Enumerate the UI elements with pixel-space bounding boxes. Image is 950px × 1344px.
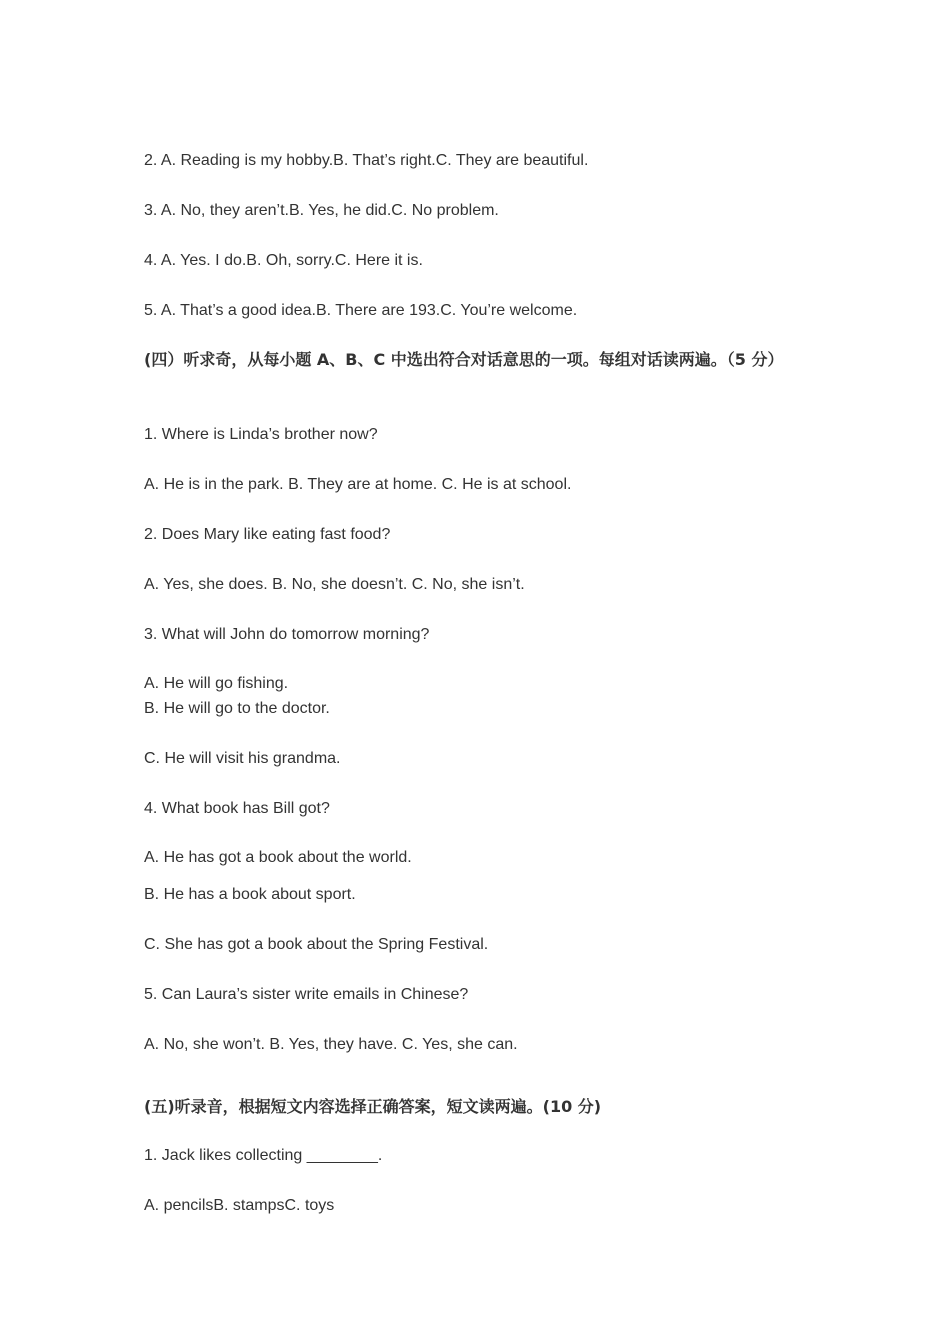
section4-question-2: 2. Does Mary like eating fast food? xyxy=(144,526,391,543)
section4-question-3-option-c: C. He will visit his grandma. xyxy=(144,750,341,767)
section4-question-1: 1. Where is Linda’s brother now? xyxy=(144,426,378,443)
section4-question-4-option-b: B. He has a book about sport. xyxy=(144,886,356,903)
section4-question-5: 5. Can Laura’s sister write emails in Chinese? xyxy=(144,986,469,1003)
section5-question-1-options: A. pencilsB. stampsC. toys xyxy=(144,1197,335,1214)
section3-item-5: 5. A. That’s a good idea.B. There are 193.C. You’re welcome. xyxy=(144,302,578,319)
section3-item-4: 4. A. Yes. I do.B. Oh, sorry.C. Here it is. xyxy=(144,252,423,269)
section3-item-2: 2. A. Reading is my hobby.B. That’s right.C. They are beautiful. xyxy=(144,152,589,169)
section4-question-5-options: A. No, she won’t. B. Yes, they have. C. Yes, she can. xyxy=(144,1036,518,1053)
section5-question-1: 1. Jack likes collecting ________. xyxy=(144,1147,383,1164)
section4-question-3-option-b: B. He will go to the doctor. xyxy=(144,700,330,717)
section3-item-3: 3. A. No, they aren’t.B. Yes, he did.C. No problem. xyxy=(144,202,499,219)
section5-heading: (五)听录音，根据短文内容选择正确答案，短文读两遍。(10 分) xyxy=(144,1097,602,1116)
section4-question-3: 3. What will John do tomorrow morning? xyxy=(144,626,430,643)
section4-question-4: 4. What book has Bill got? xyxy=(144,800,330,817)
section4-question-4-option-c: C. She has got a book about the Spring Festival. xyxy=(144,936,489,953)
section4-heading: (四）听求奇，从每小题 A、B、C 中选出符合对话意思的一项。每组对话读两遍。（5 分） xyxy=(144,350,784,369)
section4-question-3-option-a: A. He will go fishing. xyxy=(144,675,289,692)
section4-question-4-option-a: A. He has got a book about the world. xyxy=(144,849,412,866)
section4-question-1-options: A. He is in the park. B. They are at home. C. He is at school. xyxy=(144,476,572,493)
section4-question-2-options: A. Yes, she does. B. No, she doesn’t. C. No, she isn’t. xyxy=(144,576,525,593)
